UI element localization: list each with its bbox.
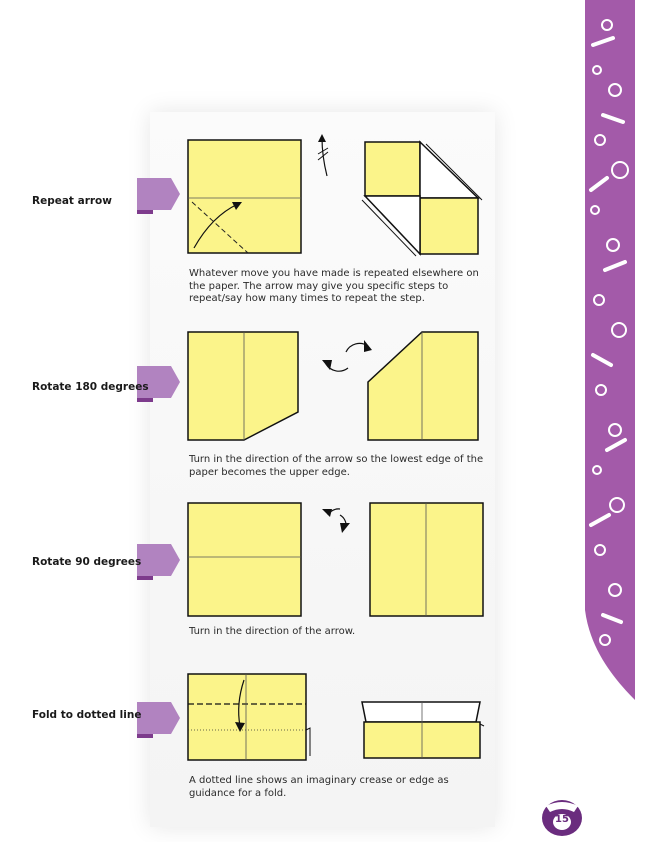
- section-description: A dotted line shows an imaginary crease or edge as guidance for a fold.: [189, 775, 449, 799]
- repeat-arrow-diagram: [150, 130, 490, 265]
- fold-to-dotted-line-diagram: [150, 668, 490, 768]
- page-number: 15: [555, 814, 569, 825]
- section-label-fold-to-dotted-line: Fold to dotted line: [32, 709, 142, 721]
- rotate-180-diagram: [150, 322, 490, 447]
- section-description: Whatever move you have made is repeated elsewhere on the paper. The arrow may give you specific steps to repeat/say how many times to repeat the step.: [189, 268, 479, 304]
- section-label-rotate-180: Rotate 180 degrees: [32, 381, 149, 393]
- bone-and-paw-pattern-band: [585, 0, 635, 700]
- section-label-rotate-90: Rotate 90 degrees: [32, 556, 142, 568]
- section-description: Turn in the direction of the arrow so the lowest edge of the paper becomes the upper edge.: [189, 454, 484, 478]
- rotate-90-diagram: [150, 495, 490, 620]
- section-description: Turn in the direction of the arrow.: [189, 626, 356, 637]
- section-label-repeat-arrow: Repeat arrow: [32, 195, 112, 207]
